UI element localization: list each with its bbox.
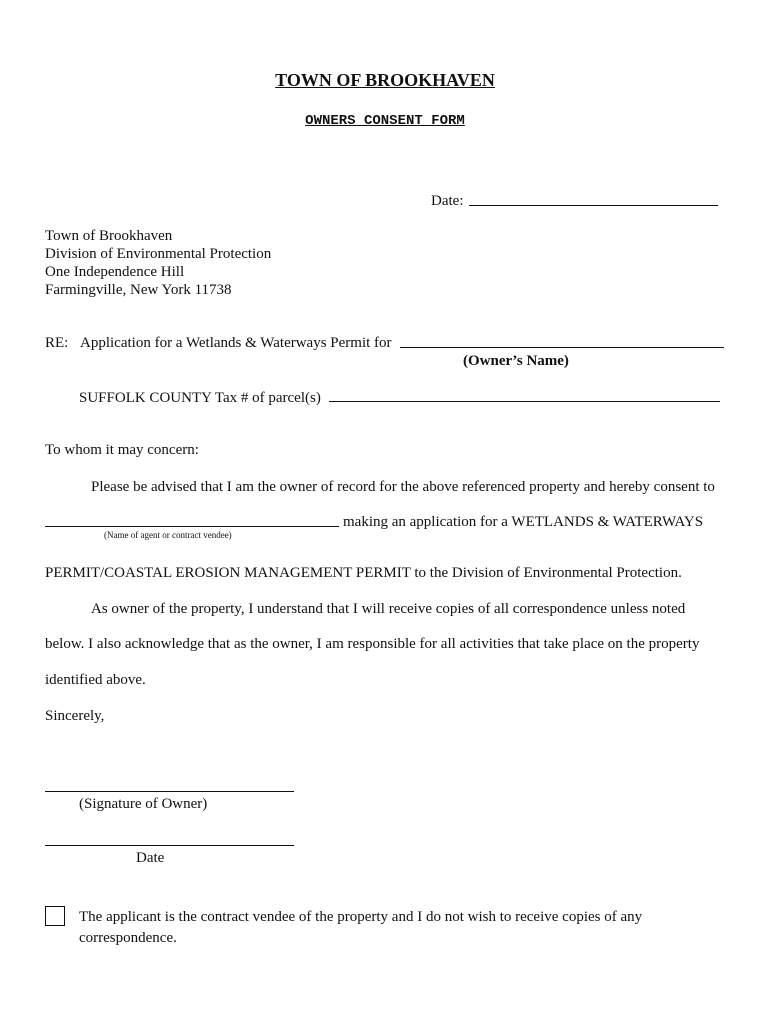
date-row <box>431 192 463 210</box>
contract-vendee-label: The applicant is the contract vendee of the property and I do not wish to receive copies of any correspondence. <box>79 909 643 946</box>
para1-line1: Please be advised that I am the owner of record for the above referenced property and hereby consent to <box>91 479 715 495</box>
re-label: RE: <box>45 335 69 351</box>
address-line-2: Division of Environmental Protection <box>45 246 272 262</box>
para1-line2: making an application for a WETLANDS & WATERWAYS <box>343 514 704 530</box>
form-subtitle: OWNERS CONSENT FORM <box>305 113 465 129</box>
agent-caption: (Name of agent or contract vendee) <box>104 530 232 540</box>
salutation: To whom it may concern: <box>45 442 199 458</box>
contract-vendee-checkbox[interactable] <box>45 906 65 926</box>
owner-name-caption: (Owner’s Name) <box>463 353 569 369</box>
agent-name-field[interactable] <box>45 526 339 527</box>
signature-date-field[interactable] <box>45 845 294 846</box>
para1-line3: PERMIT/COASTAL EROSION MANAGEMENT PERMIT to the Division of Environmental Protection. <box>45 565 682 581</box>
tax-label: SUFFOLK COUNTY Tax # of parcel(s) <box>79 390 321 406</box>
address-line-3: One Independence Hill <box>45 264 185 280</box>
owner-name-field[interactable] <box>400 347 724 348</box>
signature-field[interactable] <box>45 791 294 792</box>
signature-caption: (Signature of Owner) <box>79 796 208 812</box>
para2-line2: below. I also acknowledge that as the owner, I am responsible for all activities that take place on the property <box>45 636 700 652</box>
address-line-4: Farmingville, New York 11738 <box>45 282 232 298</box>
date-field[interactable] <box>469 205 718 206</box>
application-text: Application for a Wetlands & Waterways Permit for <box>80 335 392 351</box>
tax-parcel-field[interactable] <box>329 401 720 402</box>
page-title: TOWN OF BROOKHAVEN <box>275 70 495 90</box>
signature-date-caption: Date <box>136 850 165 866</box>
para2-line1: As owner of the property, I understand that I will receive copies of all correspondence unless noted <box>91 601 686 617</box>
date-label: Date: <box>431 193 464 209</box>
para2-line3: identified above. <box>45 672 146 688</box>
closing: Sincerely, <box>45 708 105 724</box>
address-line-1: Town of Brookhaven <box>45 228 173 244</box>
